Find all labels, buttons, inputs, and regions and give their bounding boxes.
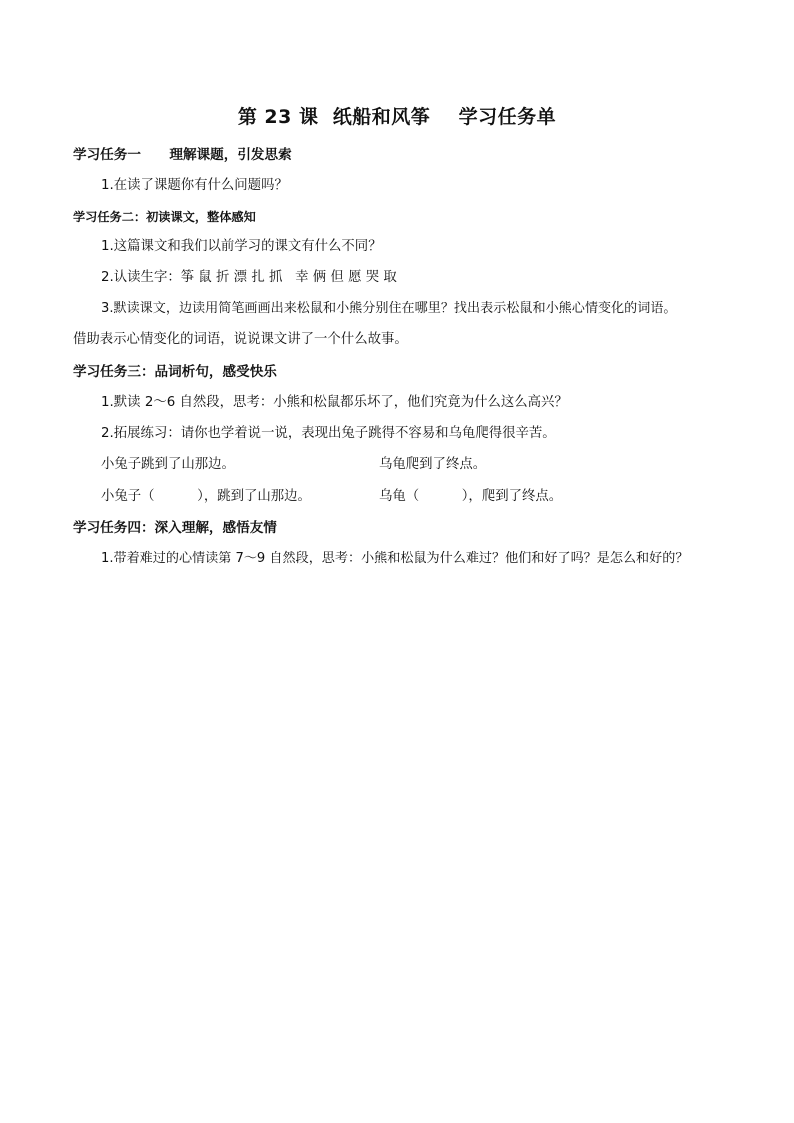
task3-heading: 学习任务三：品词析句，感受快乐 [73, 364, 277, 380]
task2-item-2: 2.认读生字：筝 鼠 折 漂 扎 抓 幸 俩 但 愿 哭 取 [101, 270, 397, 285]
task4-heading: 学习任务四：深入理解，感悟友情 [73, 520, 277, 536]
task3-example-left-1: 小兔子跳到了山那边。 [101, 457, 235, 472]
task1-heading: 学习任务一 理解课题，引发思索 [73, 147, 292, 163]
task4-item-1: 1.带着难过的心情读第 7～9 自然段，思考：小熊和松鼠为什么难过？他们和好了吗？是怎么和好的？ [101, 551, 689, 566]
task3-example-left-2: 小兔子（ ），跳到了山那边。 [101, 489, 311, 504]
page-title: 第 23 课 纸船和风筝 学习任务单 [237, 106, 557, 128]
task2-item-3: 3.默读课文，边读用简笔画画出来松鼠和小熊分别住在哪里？找出表示松鼠和小熊心情变化的词语。 [101, 301, 677, 316]
task3-item-2: 2.拓展练习：请你也学着说一说，表现出兔子跳得不容易和乌龟爬得很辛苦。 [101, 426, 556, 441]
task2-continuation: 借助表示心情变化的词语，说说课文讲了一个什么故事。 [73, 332, 408, 347]
task2-item-1: 1.这篇课文和我们以前学习的课文有什么不同？ [101, 239, 382, 254]
task1-item-1: 1.在读了课题你有什么问题吗？ [101, 178, 288, 193]
task3-example-right-2: 乌龟（ ），爬到了终点。 [379, 489, 563, 504]
task3-example-right-1: 乌龟爬到了终点。 [379, 457, 487, 472]
task2-heading: 学习任务二：初读课文，整体感知 [73, 210, 256, 224]
task3-item-1: 1.默读 2～6 自然段，思考：小熊和松鼠都乐坏了，他们究竟为什么这么高兴？ [101, 395, 568, 410]
